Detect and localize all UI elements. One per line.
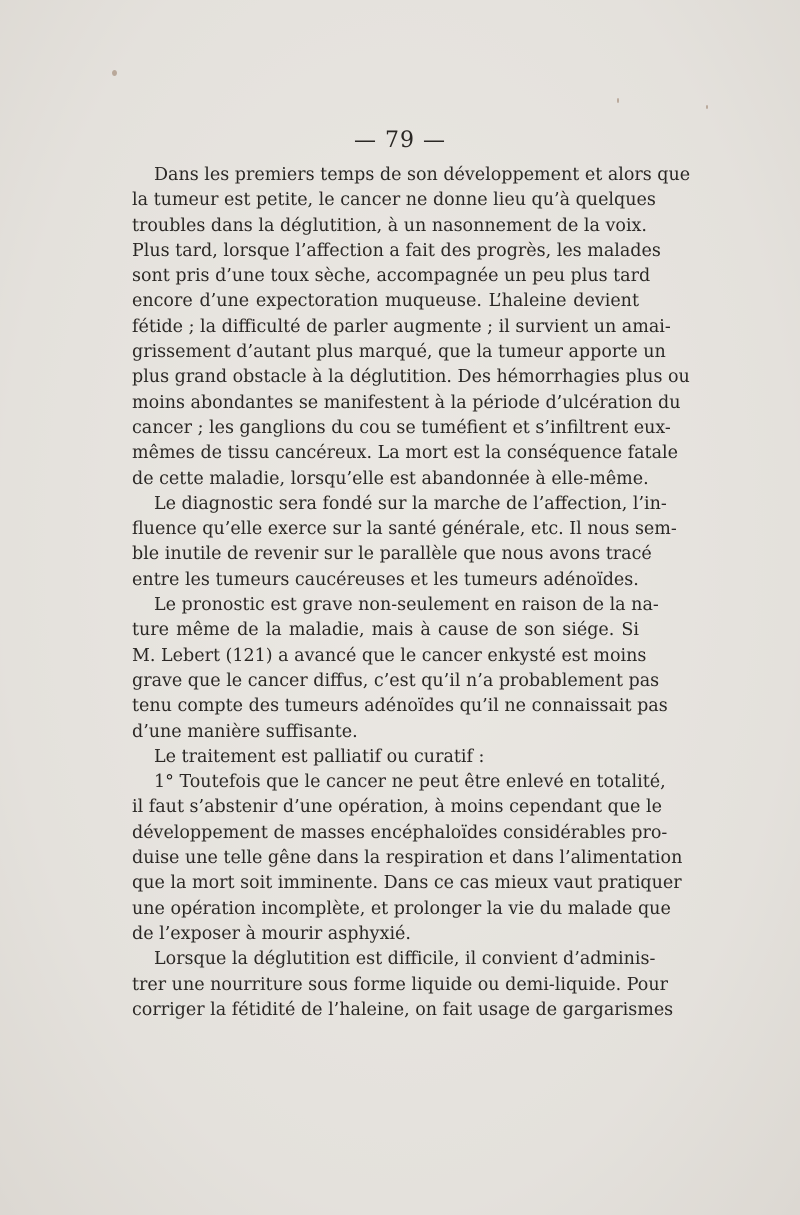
text-line: mêmes de tissu cancéreux. La mort est la conséquence fatale (132, 443, 678, 464)
text-line: de cette maladie, lorsqu’elle est abandonnée à elle-même. (132, 468, 649, 489)
text-line: Plus tard, lorsque l’affection a fait des progrès, les malades (132, 240, 661, 261)
text-line: duise une telle gêne dans la respiration et dans l’alimentation (132, 848, 683, 869)
text-line: Le traitement est palliatif ou curatif : (154, 746, 485, 767)
text-line: la tumeur est petite, le cancer ne donne lieu qu’à quelques (132, 190, 656, 211)
text-line: encore d’une expectoration muqueuse. L’haleine devient (132, 291, 639, 312)
paper-speck (112, 70, 117, 76)
text-line: moins abondantes se manifestent à la période d’ulcération du (132, 392, 681, 413)
text-line: grissement d’autant plus marqué, que la tumeur apporte un (132, 342, 666, 363)
text-line: que la mort soit imminente. Dans ce cas mieux vaut pratiquer (132, 873, 682, 894)
text-line: fluence qu’elle exerce sur la santé générale, etc. Il nous sem- (132, 519, 677, 540)
body-text (132, 163, 691, 1023)
text-line: Lorsque la déglutition est difficile, il convient d’adminis- (154, 949, 656, 970)
text-line: il faut s’abstenir d’une opération, à moins cependant que le (132, 797, 662, 818)
text-line: troubles dans la déglutition, à un nasonnement de la voix. (132, 215, 647, 236)
text-line: corriger la fétidité de l’haleine, on fait usage de gargarismes (132, 999, 674, 1020)
page-number: — 79 — (354, 128, 446, 153)
text-line: fétide ; la difficulté de parler augmente ; il survient un amai- (132, 316, 671, 337)
text-line: Le pronostic est grave non-seulement en raison de la na- (154, 595, 659, 616)
text-line: 1° Toutefois que le cancer ne peut être enlevé en totalité, (154, 772, 666, 793)
text-line: plus grand obstacle à la déglutition. Des hémorrhagies plus ou (132, 367, 690, 388)
text-line: entre les tumeurs caucéreuses et les tumeurs adénoïdes. (132, 569, 639, 590)
text-line: Le diagnostic sera fondé sur la marche de l’affection, l’in- (154, 493, 667, 514)
text-line: d’une manière suffisante. (132, 721, 358, 742)
paper-speck (706, 105, 708, 109)
text-line: cancer ; les ganglions du cou se tuméfient et s’infiltrent eux- (132, 417, 671, 438)
text-line: une opération incomplète, et prolonger la vie du malade que (132, 898, 671, 919)
text-line: trer une nourriture sous forme liquide ou demi-liquide. Pour (132, 974, 668, 995)
text-line: ble inutile de revenir sur le parallèle que nous avons tracé (132, 544, 652, 565)
text-line: développement de masses encéphaloïdes considérables pro- (132, 822, 668, 843)
text-line: Dans les premiers temps de son développement et alors que (154, 165, 691, 185)
text-line: ture même de la maladie, mais à cause de son siége. Si (132, 620, 639, 641)
paper-speck (617, 98, 619, 103)
text-line: tenu compte des tumeurs adénoïdes qu’il ne connaissait pas (132, 696, 668, 717)
text-line: M. Lebert (121) a avancé que le cancer enkysté est moins (132, 645, 647, 666)
text-line: grave que le cancer diffus, c’est qu’il n’a probablement pas (132, 670, 660, 691)
text-line: sont pris d’une toux sèche, accompagnée un peu plus tard (132, 266, 651, 287)
text-line: de l’exposer à mourir asphyxié. (132, 923, 411, 944)
